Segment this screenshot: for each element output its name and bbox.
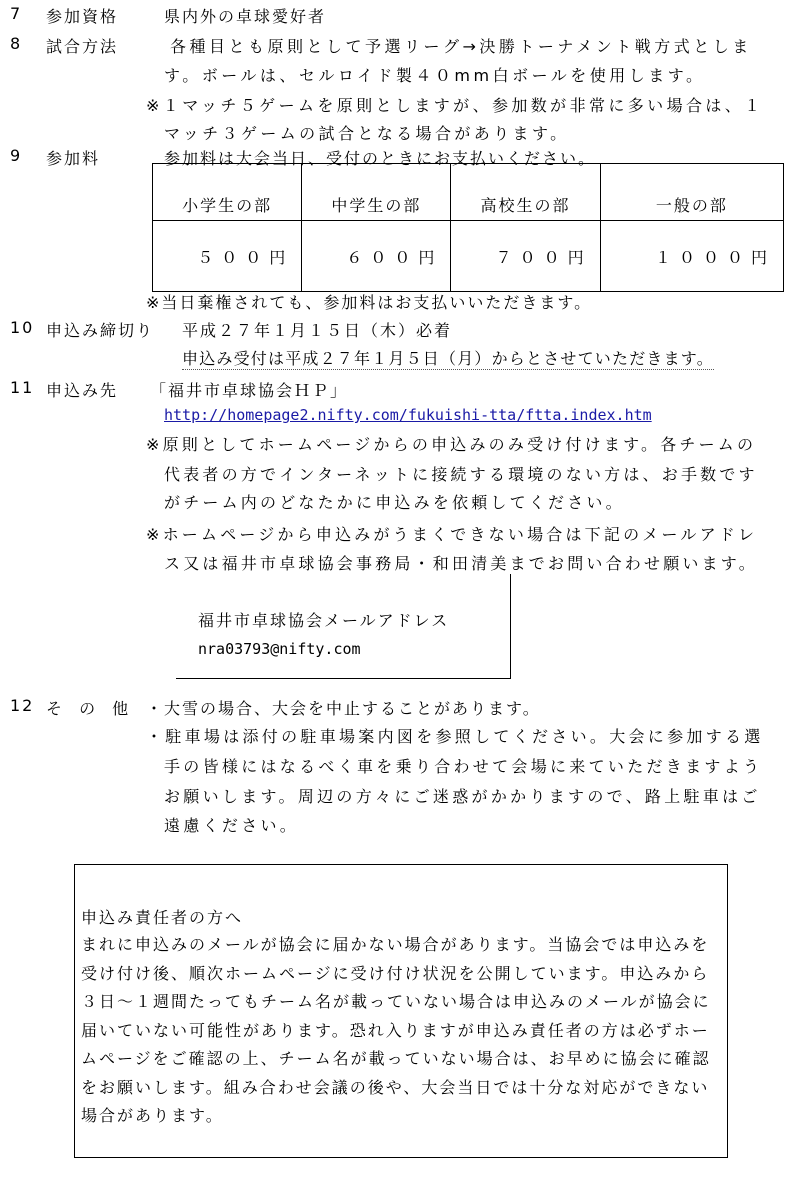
item-9-number: 9	[10, 146, 23, 165]
fee-header-elementary: 小学生の部	[153, 164, 302, 221]
fee-header-general: 一般の部	[600, 164, 783, 221]
item-12-bullet-2d: 遠慮ください。	[164, 816, 300, 835]
fee-header-high-school: 高校生の部	[451, 164, 600, 221]
fee-header-junior-high: 中学生の部	[302, 164, 451, 221]
item-9-text: 参加料は大会当日、受付のときにお支払いください。	[164, 149, 597, 168]
item-9-label: 参加料	[46, 149, 101, 168]
mail-address-box	[176, 574, 511, 679]
item-12-bullet-2c: お願いします。周辺の方々にご迷惑がかかりますので、路上駐車はご	[164, 787, 761, 806]
mail-address-value[interactable]: nra03793@nifty.com	[198, 640, 361, 658]
item-11-label: 申込み先	[46, 381, 119, 400]
fee-value-high-school: ７００円	[451, 221, 600, 292]
mail-address-label: 福井市卓球協会メールアドレス	[198, 611, 450, 630]
notice-box	[74, 864, 728, 1158]
item-8-line-2: す。ボールは、セルロイド製４０mm白ボールを使用します。	[164, 66, 706, 85]
application-url-link[interactable]: http://homepage2.nifty.com/fukuishi-tta/ftta.index.htm	[164, 406, 652, 424]
item-11-note-1a: ※原則としてホームページからの申込みのみ受け付けます。各チームの	[146, 435, 757, 454]
item-10-label: 申込み締切り	[46, 321, 155, 340]
fee-value-general: １０００円	[600, 221, 783, 292]
notice-body: まれに申込みのメールが協会に届かない場合があります。当協会では申込みを受け付け後、順次ホームページに受け付け状況を公開しています。申込みから３日～１週間たってもチーム名が載っていない場合は申込みのメールが協会に届いていない可能性があります。恐れ入りますが申込み責任者の方は必ずホームページをご確認の上、チーム名が載っていない場合は、お早めに協会に確認をお願いします。組み合わせ会議の後や、大会当日では十分な対応ができない場合があります。	[81, 935, 711, 1125]
item-7-label: 参加資格	[46, 7, 119, 26]
item-10-line-1: 平成２７年１月１５日（木）必着	[182, 321, 453, 340]
item-12-bullet-1: ・大雪の場合、大会を中止することがあります。	[146, 699, 541, 718]
item-11-number: 11	[10, 378, 35, 397]
item-8-number: 8	[10, 34, 23, 53]
item-10-number: 10	[10, 318, 35, 337]
item-8-line-1: 各種目とも原則として予選リーグ→決勝トーナメント戦方式としま	[170, 37, 752, 56]
fee-table-value-row	[153, 221, 784, 292]
fee-value-junior-high: ６００円	[302, 221, 451, 292]
item-8-note-1: ※１マッチ５ゲームを原則としますが、参加数が非常に多い場合は、１	[146, 96, 764, 115]
fee-table	[152, 163, 784, 292]
item-12-bullet-2a: ・駐車場は添付の駐車場案内図を参照してください。大会に参加する選	[146, 727, 764, 746]
item-11-destination: 「福井市卓球協会ＨＰ」	[150, 381, 349, 400]
item-7-text: 県内外の卓球愛好者	[164, 7, 327, 26]
item-7-number: 7	[10, 4, 23, 23]
item-12-number: 12	[10, 696, 35, 715]
item-12-bullet-2b: 手の皆様にはなるべく車を乗り合わせて会場に来ていただきますよう	[164, 757, 763, 776]
notice-title: 申込み責任者の方へ	[81, 908, 244, 927]
item-11-note-1b: 代表者の方でインターネットに接続する環境のない方は、お手数です	[164, 465, 758, 484]
fee-table-header-row	[153, 164, 784, 221]
item-9-note: ※当日棄権されても、参加料はお支払いいただきます。	[146, 293, 593, 312]
fee-value-elementary: ５００円	[153, 221, 302, 292]
item-11-note-2a: ※ホームページから申込みがうまくできない場合は下記のメールアドレ	[146, 525, 758, 544]
item-8-label: 試合方法	[46, 37, 119, 56]
item-8-note-2: マッチ３ゲームの試合となる場合があります。	[164, 124, 570, 143]
item-11-note-1c: がチーム内のどなたかに申込みを依頼してください。	[164, 493, 625, 512]
item-10-line-2: 申込み受付は平成２７年１月５日（月）からとさせていただきます。	[182, 346, 714, 370]
item-11-note-2b: ス又は福井市卓球協会事務局・和田清美までお問い合わせ願います。	[164, 554, 758, 573]
item-12-label: そ の 他	[46, 699, 135, 718]
